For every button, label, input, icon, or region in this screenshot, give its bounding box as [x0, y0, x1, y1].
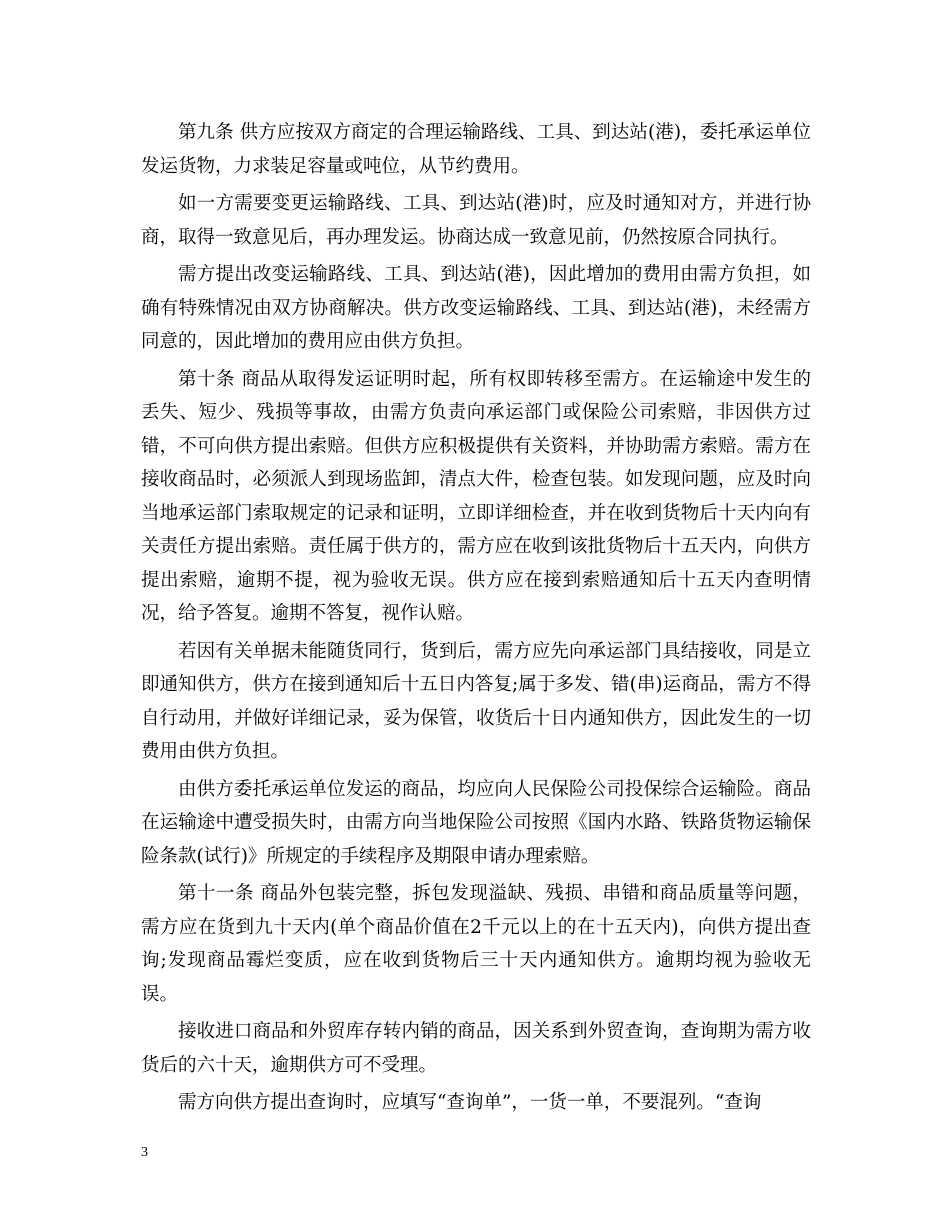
document-body [141, 116, 811, 1124]
page-number: 3 [141, 1145, 148, 1160]
paragraph-cost-burden: 需方提出改变运输路线、工具、到达站(港)，因此增加的费用由需方负担，如确有特殊情况由双方协商解决。供方改变运输路线、工具、到达站(港)，未经需方同意的，因此增加的费用应由供方负担。 [141, 264, 811, 352]
paragraph-article-11: 第十一条 商品外包装完整，拆包发现溢缺、残损、串错和商品质量等问题，需方应在货到九十天内(单个商品价值在2千元以上的在十五天内)，向供方提出查询;发现商品霉烂变质，应在收到货物后三十天内通知供方。逾期均视为验收无误。 [141, 883, 811, 1005]
paragraph-insurance: 由供方委托承运单位发运的商品，均应向人民保险公司投保综合运输险。商品在运输途中遭受损失时，由需方向当地保险公司按照《国内水路、铁路货物运输保险条款(试行)》所规定的手续程序及期限申请办理索赔。 [141, 778, 811, 867]
paragraph-article-9: 第九条 供方应按双方商定的合理运输路线、工具、到达站(港)，委托承运单位发运货物，力求装足容量或吨位，从节约费用。 [141, 122, 811, 177]
paragraph-import-goods: 接收进口商品和外贸库存转内销的商品，因关系到外贸查询，查询期为需方收货后的六十天，逾期供方可不受理。 [141, 1021, 811, 1076]
paragraph-article-10: 第十条 商品从取得发运证明时起，所有权即转移至需方。在运输途中发生的丢失、短少、残损等事故，由需方负责向承运部门或保险公司索赔，非因供方过错，不可向供方提出索赔。但供方应积极提供有关资料，并协助需方索赔。需方在接收商品时，必须派人到现场监卸，清点大件，检查包装。如发现问题，应及时向当地承运部门索取规定的记录和证明，立即详细检查，并在收到货物后十天内向有关责任方提出索赔。责任属于供方的，需方应在收到该批货物后十五天内，向供方提出索赔，逾期不提，视为验收无误。供方应在接到索赔通知后十五天内查明情况，给予答复。逾期不答复，视作认赔。 [141, 368, 811, 624]
paragraph-inquiry-form: 需方向供方提出查询时，应填写“查询单”，一货一单，不要混列。“查询 [178, 1092, 762, 1113]
paragraph-route-change: 如一方需要变更运输路线、工具、到达站(港)时，应及时通知对方，并进行协商，取得一致意见后，再办理发运。协商达成一致意见前，仍然按原合同执行。 [141, 193, 811, 248]
paragraph-missing-documents: 若因有关单据未能随货同行，货到后，需方应先向承运部门具结接收，同是立即通知供方，供方在接到通知后十五日内答复;属于多发、错(串)运商品，需方不得自行动用，并做好详细记录，妥为保管，收货后十日内通知供方，因此发生的一切费用由供方负担。 [141, 640, 811, 762]
